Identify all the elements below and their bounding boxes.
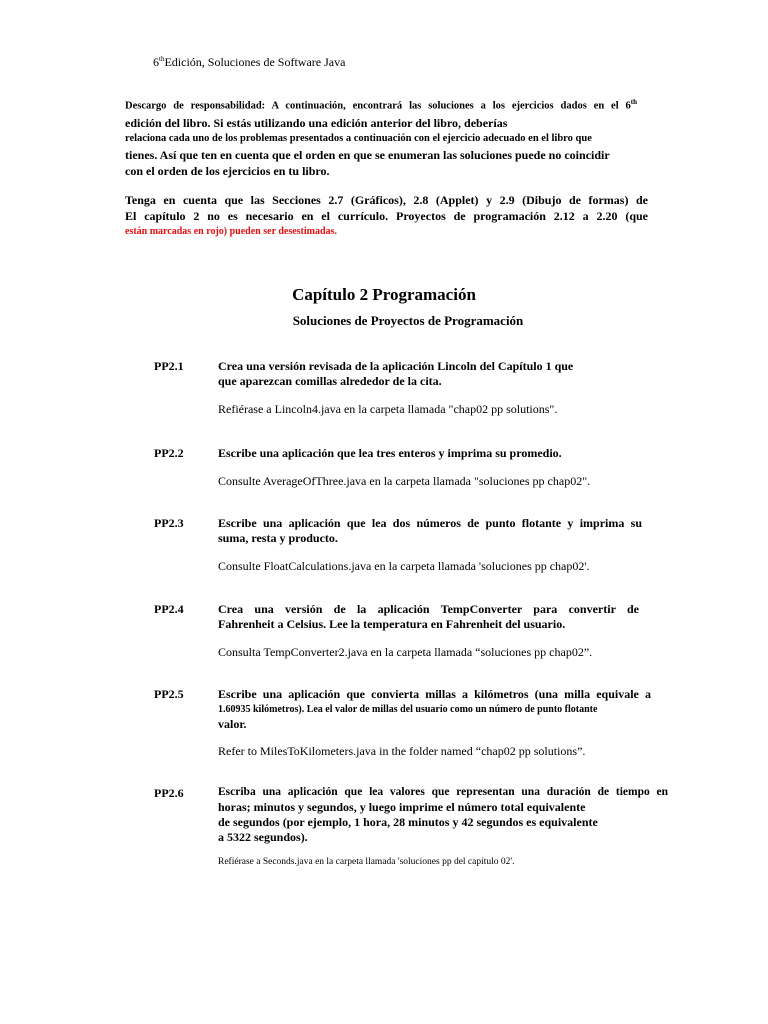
project-description-pp2-2	[218, 446, 668, 461]
note-line-3: están marcadas en rojo) pueden ser desestimadas.	[125, 226, 337, 237]
chapter-title: Capítulo 2 Programación	[292, 285, 476, 304]
project-line: a 5322 segundos).	[218, 830, 308, 844]
curriculum-note	[125, 192, 648, 240]
project-line: Crea una versión revisada de la aplicación Lincoln del Capítulo 1 que	[218, 359, 574, 373]
project-reference-pp2-2: Consulte AverageOfThree.java en la carpeta llamada "soluciones pp chap02".	[218, 474, 591, 488]
project-line: valor.	[218, 717, 247, 731]
disclaimer-line-3: relaciona cada uno de los problemas presentados a continuación con el ejercicio adecuado en el libro que	[125, 132, 592, 144]
project-line: Escriba una aplicación que lea valores que representan una duración de tiempo en	[218, 786, 668, 798]
project-line: suma, resta y producto.	[218, 531, 338, 545]
project-line: 1.60935 kilómetros). Lea el valor de millas del usuario como un número de punto flotante	[218, 704, 598, 715]
disclaimer-line-5: con el orden de los ejercicios en tu libro.	[125, 163, 330, 178]
note-line-1: Tenga en cuenta que las Secciones 2.7 (Gráficos), 2.8 (Applet) y 2.9 (Dibujo de formas) de	[125, 193, 648, 207]
project-reference-pp2-6: Refiérase a Seconds.java en la carpeta llamada 'soluciones pp del capítulo 02'.	[218, 857, 515, 867]
project-code-pp2-6: PP2.6	[154, 786, 184, 800]
project-line: Escribe una aplicación que convierta millas a kilómetros (una milla equivale a	[218, 687, 651, 701]
edition-number: 6	[153, 55, 159, 69]
project-reference-pp2-5: Refer to MilesToKilometers.java in the folder named “chap02 pp solutions”.	[218, 744, 586, 758]
project-line: de segundos (por ejemplo, 1 hora, 28 minutos y 42 segundos es equivalente	[218, 815, 598, 829]
project-line: que aparezcan comillas alrededor de la cita.	[218, 374, 442, 388]
project-code-pp2-1: PP2.1	[154, 359, 184, 373]
project-reference-pp2-4: Consulta TempConverter2.java en la carpeta llamada “soluciones pp chap02”.	[218, 645, 593, 659]
project-description-pp2-4	[218, 602, 639, 632]
disclaimer-line-1-text: Descargo de responsabilidad: A continuación, encontrará las soluciones a los ejercicios dados en el 6	[125, 100, 631, 112]
project-description-pp2-6	[218, 785, 668, 845]
disclaimer-line-2: edición del libro. Si estás utilizando una edición anterior del libro, deberías	[125, 115, 508, 130]
edition-text: Edición, Soluciones de Software Java	[164, 55, 346, 69]
project-description-pp2-5	[218, 687, 651, 732]
disclaimer-line-4: tienes. Así que ten en cuenta que el orden en que se enumeran las soluciones puede no coincidir	[125, 147, 610, 162]
project-code-pp2-3: PP2.3	[154, 516, 184, 530]
project-description-pp2-3	[218, 516, 642, 546]
disclaimer-line-1-sup: th	[630, 98, 637, 106]
project-line: Crea una versión de la aplicación TempConverter para convertir de	[218, 602, 639, 616]
project-line: Escribe una aplicación que lea tres enteros y imprima su promedio.	[218, 446, 562, 460]
project-reference-pp2-3: Consulte FloatCalculations.java en la carpeta llamada 'soluciones pp chap02'.	[218, 559, 590, 573]
project-line: Fahrenheit a Celsius. Lee la temperatura en Fahrenheit del usuario.	[218, 617, 566, 631]
project-description-pp2-1	[218, 359, 668, 389]
edition-superscript: th	[159, 55, 165, 63]
project-code-pp2-2: PP2.2	[154, 446, 184, 460]
chapter-subtitle: Soluciones de Proyectos de Programación	[292, 313, 524, 328]
project-code-pp2-5: PP2.5	[154, 687, 184, 701]
project-reference-pp2-1: Refiérase a Lincoln4.java en la carpeta llamada "chap02 pp solutions".	[218, 402, 558, 416]
project-code-pp2-4: PP2.4	[154, 602, 184, 616]
project-line: horas; minutos y segundos, y luego imprime el número total equivalente	[218, 800, 586, 814]
disclaimer-line-1	[125, 94, 637, 115]
project-line: Escribe una aplicación que lea dos números de punto flotante y imprima su	[218, 516, 642, 530]
edition-header	[153, 55, 345, 70]
note-line-2: El capítulo 2 no es necesario en el currículo. Proyectos de programación 2.12 a 2.20 (que	[125, 209, 648, 223]
disclaimer	[125, 94, 637, 179]
